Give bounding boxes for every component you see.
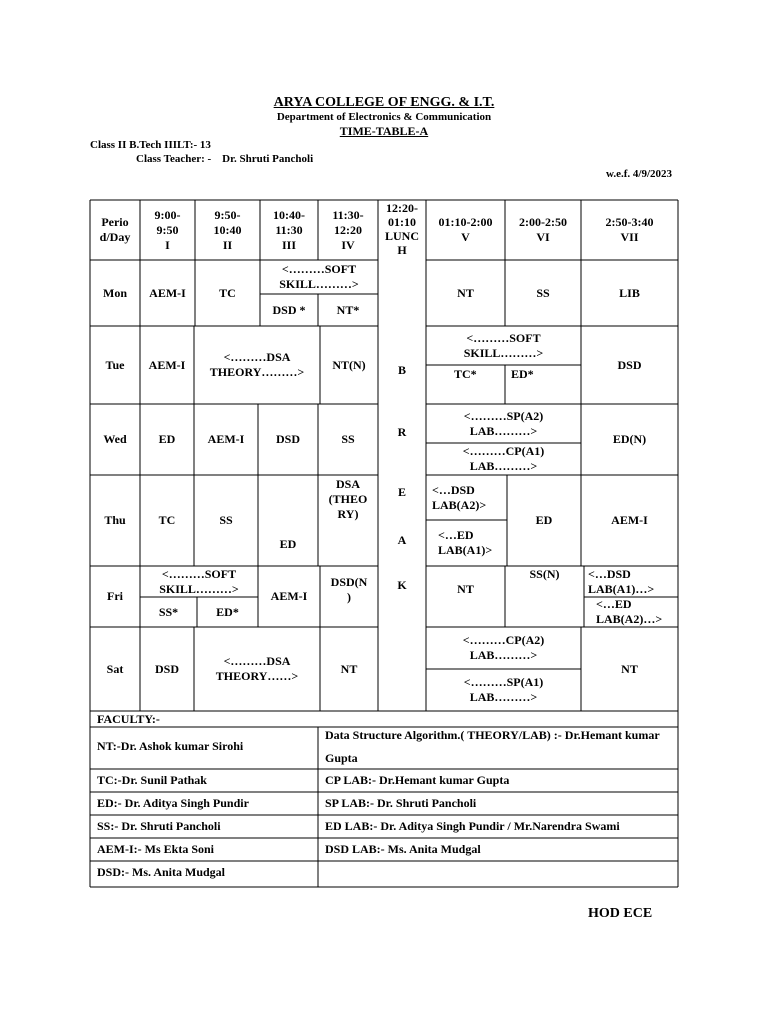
faculty-left-3: ED:- Dr. Aditya Singh Pundir [97, 796, 249, 810]
sat-p4: NT [340, 661, 358, 676]
faculty-right-2: CP LAB:- Dr.Hemant kumar Gupta [325, 773, 510, 787]
mon-p2: TC [219, 285, 236, 300]
wed-sp-lab: <………SP(A2) LAB………> [463, 408, 544, 438]
fri-dsd-lab: <…DSD LAB(A1)…> [588, 566, 655, 596]
fri-p3: AEM-I [270, 589, 308, 603]
tue-dsa-theory: <………DSA THEORY………> [209, 350, 305, 379]
thu-p7: AEM-I [611, 513, 648, 527]
break-letter-b: B [397, 362, 406, 377]
faculty-left-2: TC:-Dr. Sunil Pathak [97, 773, 207, 787]
thu-p1: TC [158, 513, 176, 527]
fri-ss-star: SS* [158, 604, 179, 619]
wed-p3: DSD [275, 432, 300, 446]
day-mon: Mon [103, 285, 127, 300]
thu-p3: ED [279, 536, 297, 551]
break-letter-k: K [397, 577, 407, 592]
faculty-right-4: ED LAB:- Dr. Aditya Singh Pundir / Mr.Narendra Swami [325, 819, 620, 833]
sat-p1: DSD [154, 661, 179, 676]
sat-p7: NT [621, 661, 638, 676]
faculty-right-3: SP LAB:- Dr. Shruti Pancholi [325, 796, 477, 810]
class-line: Class II B.Tech IIILT:- 13 [90, 139, 211, 151]
slot-header-2: 9:50- 10:40 II [213, 207, 242, 252]
slot-header-4: 11:30- 12:20 IV [332, 207, 364, 252]
slot-header-7: 2:50-3:40 VII [605, 215, 654, 244]
break-letter-a: A [397, 532, 407, 547]
tue-p4: NT(N) [332, 357, 366, 372]
period-day-header: Perio d/Day [99, 215, 131, 244]
day-tue: Tue [105, 357, 125, 372]
wed-p1: ED [158, 432, 176, 446]
mon-p5: NT [457, 285, 474, 300]
wed-p7: ED(N) [612, 432, 647, 446]
wed-cp-lab: <………CP(A1) LAB………> [462, 444, 545, 473]
faculty-left-1: NT:-Dr. Ashok kumar Sirohi [97, 739, 244, 753]
fri-p5: NT [457, 581, 474, 596]
wed-p2: AEM-I [207, 432, 245, 446]
fri-soft-skill: <………SOFT SKILL………> [159, 566, 239, 596]
tue-soft-skill: <………SOFT SKILL………> [463, 330, 544, 360]
day-fri: Fri [107, 589, 123, 603]
tue-ed-star: ED* [511, 366, 534, 381]
day-wed: Wed [103, 432, 127, 446]
mon-p6: SS [536, 285, 550, 300]
mon-soft-skill: <………SOFT SKILL………> [279, 262, 359, 291]
thu-p2: SS [219, 513, 233, 527]
tue-tc-star: TC* [454, 366, 477, 381]
sat-cp-lab: <………CP(A2) LAB………> [462, 633, 545, 662]
faculty-left-5: AEM-I:- Ms Ekta Soni [97, 842, 215, 856]
wed-p4: SS [341, 432, 355, 446]
tue-p1: AEM-I [148, 357, 186, 372]
mon-p1: AEM-I [149, 285, 186, 300]
thu-p4: DSA (THEO RY) [328, 476, 368, 521]
thu-dsd-lab: <…DSD LAB(A2)> [432, 482, 487, 512]
slot-header-3: 10:40- 11:30 III [273, 207, 305, 252]
faculty-left-4: SS:- Dr. Shruti Pancholi [97, 819, 221, 833]
faculty-right-5: DSD LAB:- Ms. Anita Mudgal [325, 842, 481, 856]
tue-p7: DSD [617, 357, 642, 372]
hod-signature: HOD ECE [588, 906, 653, 921]
sat-sp-lab: <………SP(A1) LAB………> [463, 675, 544, 704]
break-letter-r: R [397, 424, 407, 439]
slot-header-5: 01:10-2:00 V [438, 215, 493, 244]
sat-dsa-theory: <………DSA THEORY……> [215, 654, 299, 683]
day-thu: Thu [104, 513, 126, 527]
faculty-left-6: DSD:- Ms. Anita Mudgal [97, 865, 226, 879]
effective-date: w.e.f. 4/9/2023 [606, 168, 672, 180]
slot-header-6: 2:00-2:50 VI [519, 215, 567, 244]
slot-header-lunch: 12:20- 01:10 LUNC H [384, 201, 419, 257]
class-teacher: Class Teacher: - Dr. Shruti Pancholi [136, 153, 314, 165]
timetable-title: TIME-TABLE-A [339, 124, 429, 138]
slot-header-1: 9:00- 9:50 I [154, 207, 181, 252]
thu-ed-lab: <…ED LAB(A1)> [438, 528, 493, 557]
fri-p4: DSD(N ) [330, 575, 368, 604]
department-name: Department of Electronics & Communication [276, 111, 492, 123]
mon-nt-star: NT* [336, 302, 360, 317]
mon-p7: LIB [619, 285, 640, 300]
day-sat: Sat [106, 661, 124, 676]
faculty-right-1: Data Structure Algorithm.( THEORY/LAB) :- Dr.Hemant kumar Gupta [325, 728, 660, 765]
college-name: ARYA COLLEGE OF ENGG. & I.T. [273, 95, 495, 110]
fri-p6: SS(N) [529, 566, 560, 581]
fri-ed-lab: <…ED LAB(A2)…> [596, 597, 663, 626]
fri-ed-star: ED* [216, 604, 239, 619]
thu-p6: ED [535, 513, 553, 527]
faculty-heading: FACULTY:- [97, 712, 160, 726]
break-letter-e: E [397, 484, 406, 499]
mon-dsd-star: DSD * [272, 302, 306, 317]
